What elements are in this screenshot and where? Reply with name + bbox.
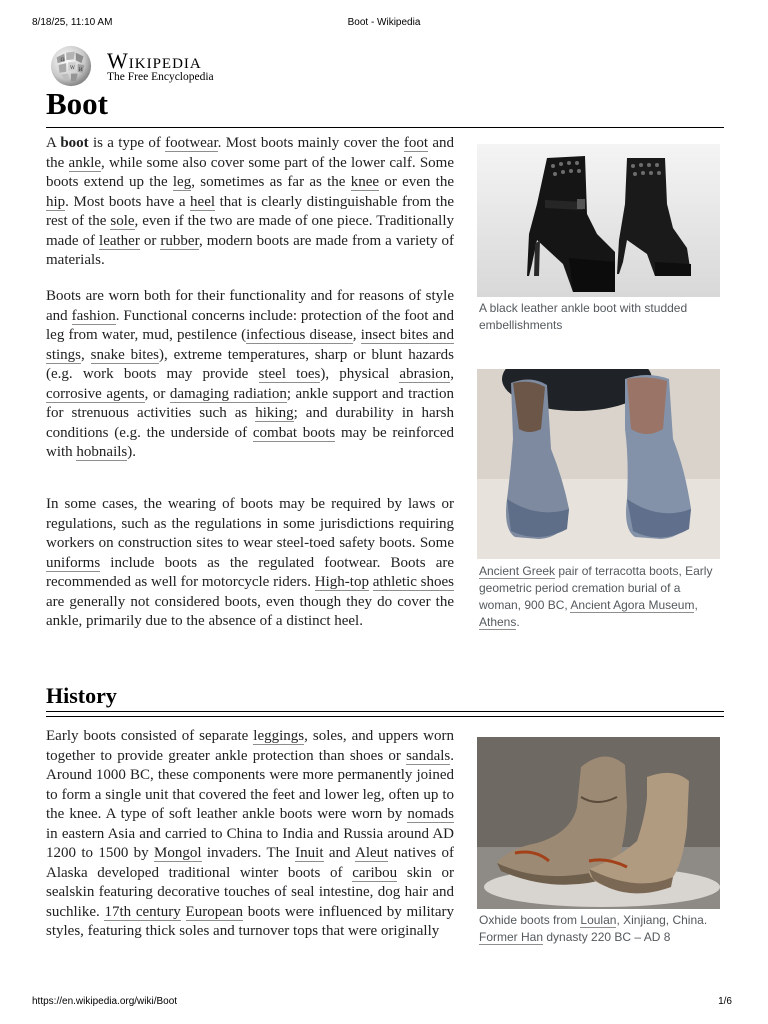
bold-term: boot [60, 135, 89, 151]
figure-image[interactable] [477, 144, 720, 297]
article-link[interactable]: fashion [71, 307, 116, 324]
wikipedia-tagline: The Free Encyclopedia [107, 71, 214, 83]
article-link[interactable]: Mongol [154, 845, 202, 861]
article-link[interactable]: rubber [160, 232, 199, 249]
figure-caption: Ancient Greek pair of terracotta boots, Early geometric period cremation burial of a woman, 900 BC, Ancient Agora Museum, Athens. [479, 564, 713, 629]
article-link[interactable]: leather [99, 232, 140, 249]
print-datetime: 8/18/25, 11:10 AM [32, 17, 113, 28]
print-page-number: 1/6 [718, 996, 732, 1007]
paragraph-text: Boots are worn both for their functionality and for reasons of style and fashion. Functional concerns include: protection of the foot and leg from water, mud, pestilence (infectious disease, insect bites and stings, snake bites), extreme temperatures, sharp or blunt hazards (e.g. work boots may provide steel toes), physical abrasion, corrosive agents, or damaging radiation; ankle support and traction for strenuous activities such as hiking; and durability in harsh conditions (e.g. the underside of combat boots may be reinforced with hobnails). [46, 288, 455, 460]
article-link[interactable]: snake bites [90, 346, 159, 363]
article-link[interactable]: caribou [352, 864, 398, 881]
article-link[interactable]: Loulan [580, 913, 617, 927]
article-link[interactable]: 17th century [104, 903, 181, 920]
article-link[interactable]: sole [110, 213, 135, 229]
figure-image[interactable] [477, 737, 720, 909]
print-header [0, 17, 768, 31]
paragraph-text: A boot is a type of footwear. Most boots mainly cover the foot and the ankle, while some also cover some part of the lower calf. Some boots extend up the leg, sometimes as far as the knee or even the hip. Most boots have a heel that is clearly distinguishable from the rest of the sole, even if the two are made of one piece. Traditionally made of leather or rubber, modern boots are made from a variety of materials. [46, 135, 455, 268]
intro-paragraph-1 [46, 134, 454, 271]
article-link[interactable]: abrasion [399, 366, 451, 382]
black-ankle-boot-image [477, 144, 720, 297]
article-link[interactable]: footwear [165, 135, 218, 151]
article-link[interactable]: Aleut [355, 845, 389, 861]
article-link[interactable]: athletic shoes [372, 574, 454, 590]
history-paragraph [46, 727, 454, 942]
article-link[interactable]: leg [172, 174, 192, 190]
intro-paragraph-3 [46, 495, 454, 632]
article-link[interactable]: Inuit [295, 845, 324, 861]
article-link[interactable]: knee [350, 174, 380, 190]
section-heading-history: History [46, 683, 117, 708]
figure-image[interactable] [477, 369, 720, 559]
article-link[interactable]: corrosive agents [46, 385, 145, 402]
article-link[interactable]: European [185, 903, 244, 920]
article-link[interactable]: Former Han [479, 930, 544, 944]
wikipedia-logo[interactable] [46, 44, 246, 90]
article-link[interactable]: foot [403, 135, 429, 151]
print-footer [0, 996, 768, 1010]
article-link[interactable]: Ancient Greek [479, 564, 556, 578]
wikipedia-globe-icon [46, 44, 96, 88]
article-link[interactable]: nomads [407, 806, 454, 822]
article-link[interactable]: ankle [68, 154, 102, 171]
figure-caption: A black leather ankle boot with studded embellishments [479, 301, 688, 332]
article-link[interactable]: steel toes [258, 366, 321, 382]
oxhide-boots-image [477, 737, 720, 909]
svg-text:И: И [78, 67, 83, 73]
article-link[interactable]: hiking [255, 405, 294, 421]
paragraph-text: Early boots consisted of separate leggings, soles, and uppers worn together to provide greater ankle protection than shoes or sandals. Around 1000 BC, these components were more permanently joined to form a single unit that covered the feet and lower leg, often up to the knee. A type of soft leather ankle boots were worn by nomads in eastern Asia and carried to China to India and Russia around AD 1200 to 1500 by Mongol invaders. The Inuit and Aleut natives of Alaska developed traditional winter boots of caribou skin or sealskin featuring decorative touches of seal intestine, dog hair and suchlike. 17th century European boots were influenced by military styles, featuring thick soles and turnover tops that were originally [46, 728, 454, 939]
paragraph-text: In some cases, the wearing of boots may be required by laws or regulations, such as the regulations in some jurisdictions requiring workers on construction sites to wear steel-toed safety boots. Some uniforms include boots as the regulated footwear. Boots are recommended as well for motorcycle riders. High-top athletic shoes are generally not considered boots, even though they do cover the ankle, primarily due to the absence of a distinct heel. [46, 496, 454, 629]
article-link[interactable]: hobnails [76, 444, 128, 460]
article-link[interactable]: insect bites and stings [46, 327, 455, 363]
article-link[interactable]: hip [46, 193, 66, 210]
page-title: Boot [46, 86, 108, 121]
article-link[interactable]: uniforms [46, 554, 101, 571]
wikipedia-wordmark: Wikipedia [107, 48, 202, 73]
article-link[interactable]: sandals [406, 747, 451, 764]
svg-text:W: W [70, 65, 75, 71]
section-divider [46, 711, 724, 712]
article-link[interactable]: High-top [314, 574, 369, 590]
figure-caption: Oxhide boots from Loulan, Xinjiang, China. Former Han dynasty 220 BC – AD 8 [479, 913, 708, 944]
article-link[interactable]: heel [190, 193, 216, 210]
article-link[interactable]: Athens [479, 615, 517, 629]
print-url[interactable]: https://en.wikipedia.org/wiki/Boot [32, 996, 178, 1007]
article-link[interactable]: leggings [253, 728, 305, 744]
intro-paragraph-2 [46, 287, 454, 463]
print-tab-title: Boot - Wikipedia [347, 17, 421, 28]
terracotta-boots-image [477, 369, 720, 559]
title-divider [46, 127, 724, 128]
section-divider [46, 716, 724, 717]
article-link[interactable]: damaging radiation [169, 385, 287, 402]
article-link[interactable]: combat boots [252, 424, 336, 441]
article-link[interactable]: Ancient Agora Museum [570, 598, 695, 612]
svg-text:Ω: Ω [60, 58, 65, 64]
article-link[interactable]: infectious disease [246, 327, 353, 343]
